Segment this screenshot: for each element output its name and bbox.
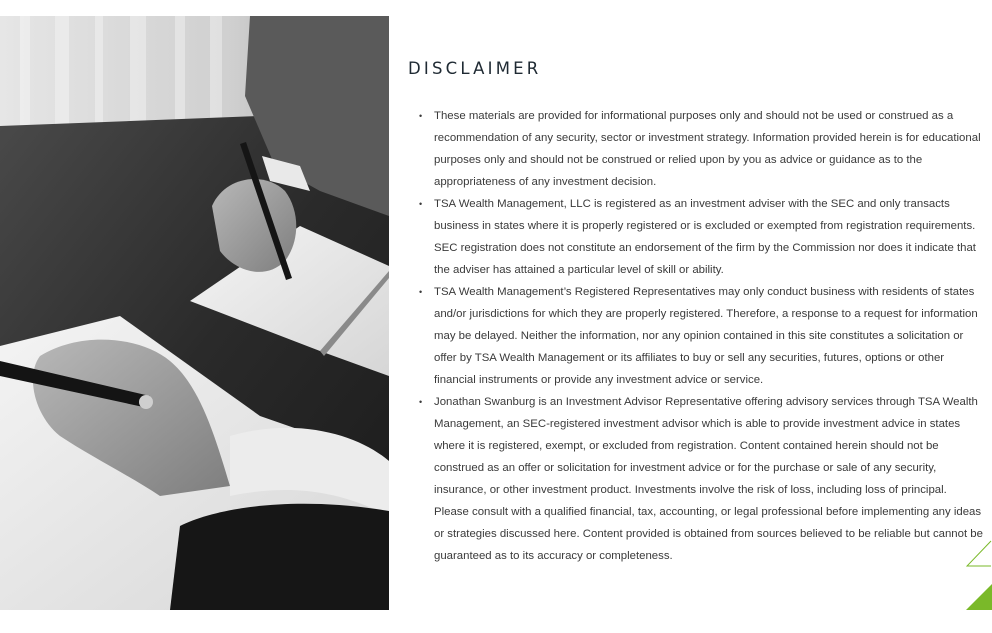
disclaimer-list	[408, 105, 983, 567]
disclaimer-bullet-4: • Jonathan Swanburg is an Investment Advisor Representative offering advisory services through TSA Wealth Management, an SEC-registered investment advisor which is able to provide investment advice in states where it is registered, exempt, or excluded from registration. Content contained herein should not be construed as an offer or solicitation for investment advice or for the purchase or sale of any security, insurance, or other investment product. Investments involve the risk of loss, including loss of principal. Please consult with a qualified financial, tax, accounting, or legal professional before implementing any ideas or strategies discussed here. Content provided is obtained from sources believed to be reliable but cannot be guaranteed as to its accuracy or completeness.	[408, 391, 983, 567]
disclaimer-bullet-2: • TSA Wealth Management, LLC is registered as an investment adviser with the SEC and only transacts business in states where it is properly registered or is excluded or exempted from registration requirements. SEC registration does not constitute an endorsement of the firm by the Commission nor does it indicate that the adviser has attained a particular level of skill or ability.	[408, 193, 983, 281]
hero-photo	[0, 16, 389, 610]
photo-illustration	[0, 16, 389, 610]
accent-triangle-outline	[966, 540, 992, 568]
disclaimer-section	[408, 58, 983, 567]
accent-triangle-filled	[966, 584, 992, 610]
disclaimer-bullet-1: • These materials are provided for informational purposes only and should not be used or construed as a recommendation of any security, sector or investment strategy. Information provided herein is for educational purposes only and should not be construed or relied upon by you as advice or guidance as to the appropriateness of any investment decision.	[408, 105, 983, 193]
page-title: DISCLAIMER	[408, 59, 542, 78]
disclaimer-bullet-3: • TSA Wealth Management’s Registered Representatives may only conduct business with residents of states and/or jurisdictions for which they are properly registered. Therefore, a response to a request for information may be delayed. Neither the information, nor any opinion contained in this site constitutes a solicitation or offer by TSA Wealth Management or its affiliates to buy or sell any securities, futures, options or other financial instruments or provide any investment advice or service.	[408, 281, 983, 391]
